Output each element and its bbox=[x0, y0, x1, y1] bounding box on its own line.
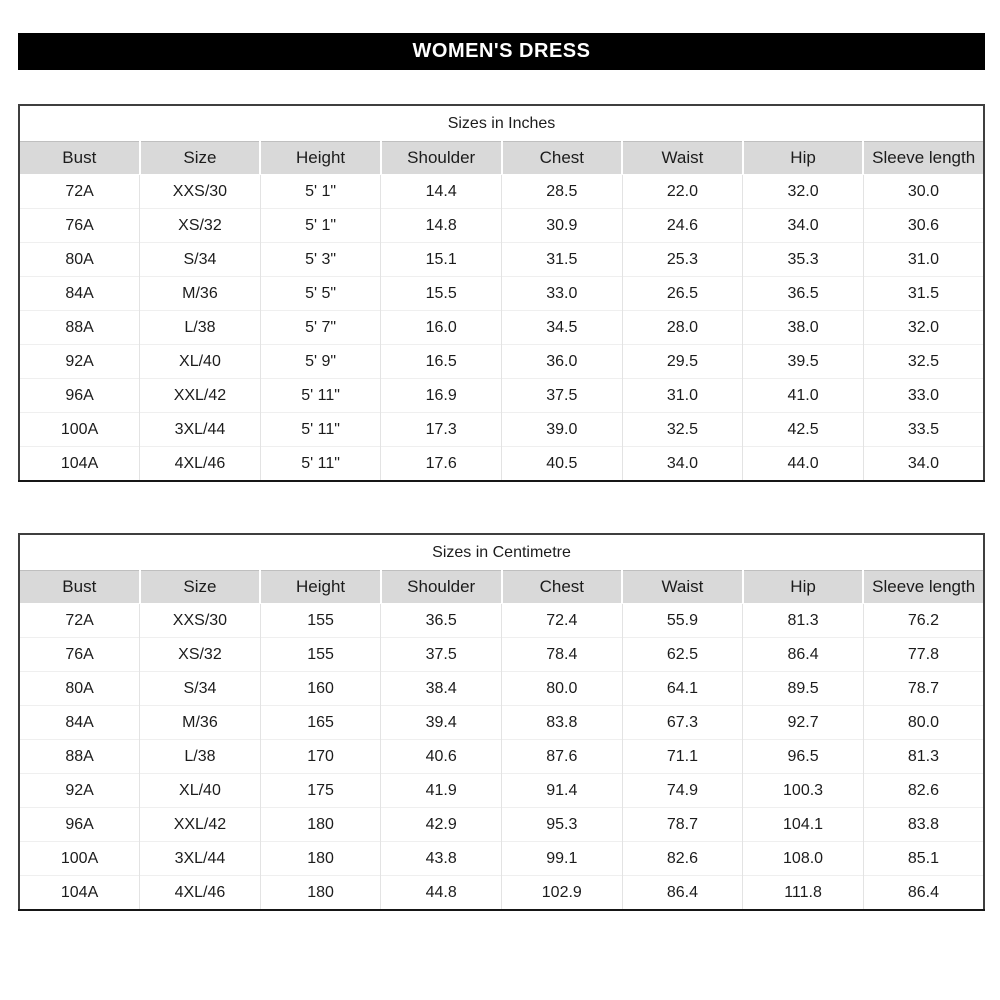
table-cell: 91.4 bbox=[502, 774, 623, 808]
column-header: Chest bbox=[502, 571, 623, 604]
column-header: Bust bbox=[19, 142, 140, 175]
table-cell: 72A bbox=[19, 175, 140, 209]
table-title-row bbox=[19, 534, 984, 571]
table-cell: 80A bbox=[19, 672, 140, 706]
table-cell: 38.0 bbox=[743, 311, 864, 345]
table-cell: 15.1 bbox=[381, 243, 502, 277]
table-cell: 36.5 bbox=[743, 277, 864, 311]
table-cell: 24.6 bbox=[622, 209, 743, 243]
table-cell: S/34 bbox=[140, 243, 261, 277]
inches-table-head bbox=[19, 105, 984, 175]
column-header: Chest bbox=[502, 142, 623, 175]
table-cell: 44.8 bbox=[381, 876, 502, 911]
table-cell: 83.8 bbox=[863, 808, 984, 842]
table-cell: 74.9 bbox=[622, 774, 743, 808]
table-cell: 30.6 bbox=[863, 209, 984, 243]
table-cell: 34.5 bbox=[502, 311, 623, 345]
inches-table-body bbox=[19, 175, 984, 482]
table-row bbox=[19, 638, 984, 672]
table-cell: 180 bbox=[260, 842, 381, 876]
table-cell: 80.0 bbox=[502, 672, 623, 706]
table-cell: 31.0 bbox=[863, 243, 984, 277]
column-header: Bust bbox=[19, 571, 140, 604]
table-cell: 37.5 bbox=[381, 638, 502, 672]
table-cell: 95.3 bbox=[502, 808, 623, 842]
table-cell: 67.3 bbox=[622, 706, 743, 740]
table-cell: 16.5 bbox=[381, 345, 502, 379]
column-header: Height bbox=[260, 142, 381, 175]
table-cell: 165 bbox=[260, 706, 381, 740]
table-cell: 155 bbox=[260, 604, 381, 638]
table-cell: 37.5 bbox=[502, 379, 623, 413]
table-row bbox=[19, 277, 984, 311]
column-header: Sleeve length bbox=[863, 571, 984, 604]
table-cell: 78.7 bbox=[863, 672, 984, 706]
table-cell: 88A bbox=[19, 740, 140, 774]
centimetre-size-table bbox=[18, 533, 985, 911]
table-cell: XXL/42 bbox=[140, 808, 261, 842]
table-cell: 4XL/46 bbox=[140, 447, 261, 482]
table-cell: 88A bbox=[19, 311, 140, 345]
table-cell: S/34 bbox=[140, 672, 261, 706]
table-cell: 5' 7" bbox=[260, 311, 381, 345]
table-cell: 16.0 bbox=[381, 311, 502, 345]
table-cell: 32.0 bbox=[743, 175, 864, 209]
table-cell: 39.5 bbox=[743, 345, 864, 379]
table-cell: 92A bbox=[19, 345, 140, 379]
table-cell: 5' 1" bbox=[260, 209, 381, 243]
table-cell: XL/40 bbox=[140, 345, 261, 379]
table-cell: 86.4 bbox=[622, 876, 743, 911]
table-cell: 81.3 bbox=[743, 604, 864, 638]
table-cell: 104A bbox=[19, 876, 140, 911]
table-cell: XL/40 bbox=[140, 774, 261, 808]
inches-size-table bbox=[18, 104, 985, 482]
table-cell: XS/32 bbox=[140, 209, 261, 243]
table-cell: 155 bbox=[260, 638, 381, 672]
table-cell: 43.8 bbox=[381, 842, 502, 876]
column-header: Shoulder bbox=[381, 142, 502, 175]
table-cell: 84A bbox=[19, 706, 140, 740]
table-cell: 5' 3" bbox=[260, 243, 381, 277]
table-cell: 5' 5" bbox=[260, 277, 381, 311]
column-header: Waist bbox=[622, 142, 743, 175]
table-cell: 31.5 bbox=[863, 277, 984, 311]
table-cell: 160 bbox=[260, 672, 381, 706]
table-cell: 15.5 bbox=[381, 277, 502, 311]
table-cell: 100A bbox=[19, 842, 140, 876]
column-header-row bbox=[19, 142, 984, 175]
table-cell: XS/32 bbox=[140, 638, 261, 672]
table-cell: 36.5 bbox=[381, 604, 502, 638]
table-cell: 99.1 bbox=[502, 842, 623, 876]
table-cell: XXS/30 bbox=[140, 604, 261, 638]
table-cell: 30.0 bbox=[863, 175, 984, 209]
table-cell: 34.0 bbox=[863, 447, 984, 482]
table-cell: 5' 9" bbox=[260, 345, 381, 379]
table-row bbox=[19, 706, 984, 740]
column-header: Height bbox=[260, 571, 381, 604]
table-cell: 22.0 bbox=[622, 175, 743, 209]
table-cell: 100.3 bbox=[743, 774, 864, 808]
table-cell: 96A bbox=[19, 379, 140, 413]
table-row bbox=[19, 243, 984, 277]
column-header: Size bbox=[140, 571, 261, 604]
table-cell: 104A bbox=[19, 447, 140, 482]
table-cell: 82.6 bbox=[622, 842, 743, 876]
table-cell: 76A bbox=[19, 209, 140, 243]
table-cell: 86.4 bbox=[863, 876, 984, 911]
table-cell: 86.4 bbox=[743, 638, 864, 672]
table-row bbox=[19, 345, 984, 379]
table-cell: 5' 11" bbox=[260, 413, 381, 447]
table-cell: 38.4 bbox=[381, 672, 502, 706]
table-cell: 32.0 bbox=[863, 311, 984, 345]
table-cell: 108.0 bbox=[743, 842, 864, 876]
table-cell: 33.0 bbox=[863, 379, 984, 413]
table-cell: 80A bbox=[19, 243, 140, 277]
table-cell: 34.0 bbox=[622, 447, 743, 482]
table-cell: M/36 bbox=[140, 706, 261, 740]
table-cell: 111.8 bbox=[743, 876, 864, 911]
table-cell: 14.8 bbox=[381, 209, 502, 243]
table-cell: 87.6 bbox=[502, 740, 623, 774]
table-cell: L/38 bbox=[140, 311, 261, 345]
table-row bbox=[19, 311, 984, 345]
table-row bbox=[19, 413, 984, 447]
table-cell: M/36 bbox=[140, 277, 261, 311]
table-cell: 28.5 bbox=[502, 175, 623, 209]
table-cell: 5' 11" bbox=[260, 447, 381, 482]
table-cell: 26.5 bbox=[622, 277, 743, 311]
table-cell: 89.5 bbox=[743, 672, 864, 706]
table-title: Sizes in Centimetre bbox=[19, 534, 984, 571]
column-header: Waist bbox=[622, 571, 743, 604]
table-cell: 78.4 bbox=[502, 638, 623, 672]
table-cell: 170 bbox=[260, 740, 381, 774]
table-row bbox=[19, 209, 984, 243]
table-cell: 17.6 bbox=[381, 447, 502, 482]
table-cell: 104.1 bbox=[743, 808, 864, 842]
table-row bbox=[19, 604, 984, 638]
table-cell: 62.5 bbox=[622, 638, 743, 672]
table-cell: 36.0 bbox=[502, 345, 623, 379]
table-title: Sizes in Inches bbox=[19, 105, 984, 142]
table-cell: 71.1 bbox=[622, 740, 743, 774]
table-cell: 34.0 bbox=[743, 209, 864, 243]
column-header: Size bbox=[140, 142, 261, 175]
table-cell: 17.3 bbox=[381, 413, 502, 447]
table-cell: XXS/30 bbox=[140, 175, 261, 209]
table-cell: 33.0 bbox=[502, 277, 623, 311]
table-cell: 25.3 bbox=[622, 243, 743, 277]
table-cell: 72.4 bbox=[502, 604, 623, 638]
table-cell: 44.0 bbox=[743, 447, 864, 482]
table-cell: 41.9 bbox=[381, 774, 502, 808]
column-header: Hip bbox=[743, 571, 864, 604]
table-cell: 92.7 bbox=[743, 706, 864, 740]
table-cell: L/38 bbox=[140, 740, 261, 774]
table-cell: 100A bbox=[19, 413, 140, 447]
table-row bbox=[19, 379, 984, 413]
table-cell: 4XL/46 bbox=[140, 876, 261, 911]
column-header: Shoulder bbox=[381, 571, 502, 604]
table-cell: 102.9 bbox=[502, 876, 623, 911]
table-row bbox=[19, 808, 984, 842]
table-cell: 3XL/44 bbox=[140, 842, 261, 876]
table-cell: 80.0 bbox=[863, 706, 984, 740]
table-cell: 5' 11" bbox=[260, 379, 381, 413]
cm-table-head bbox=[19, 534, 984, 604]
table-cell: 14.4 bbox=[381, 175, 502, 209]
table-cell: 76A bbox=[19, 638, 140, 672]
table-cell: 32.5 bbox=[622, 413, 743, 447]
table-cell: 85.1 bbox=[863, 842, 984, 876]
table-cell: 41.0 bbox=[743, 379, 864, 413]
table-cell: 31.5 bbox=[502, 243, 623, 277]
table-cell: 180 bbox=[260, 876, 381, 911]
table-cell: 64.1 bbox=[622, 672, 743, 706]
table-cell: 33.5 bbox=[863, 413, 984, 447]
table-row bbox=[19, 175, 984, 209]
table-cell: 96A bbox=[19, 808, 140, 842]
column-header: Sleeve length bbox=[863, 142, 984, 175]
column-header: Hip bbox=[743, 142, 864, 175]
table-cell: 180 bbox=[260, 808, 381, 842]
table-cell: 40.5 bbox=[502, 447, 623, 482]
table-cell: 77.8 bbox=[863, 638, 984, 672]
table-cell: 92A bbox=[19, 774, 140, 808]
table-cell: XXL/42 bbox=[140, 379, 261, 413]
table-cell: 96.5 bbox=[743, 740, 864, 774]
table-cell: 76.2 bbox=[863, 604, 984, 638]
table-cell: 175 bbox=[260, 774, 381, 808]
table-cell: 28.0 bbox=[622, 311, 743, 345]
table-row bbox=[19, 842, 984, 876]
table-cell: 31.0 bbox=[622, 379, 743, 413]
table-title-row bbox=[19, 105, 984, 142]
table-cell: 78.7 bbox=[622, 808, 743, 842]
table-cell: 84A bbox=[19, 277, 140, 311]
banner bbox=[18, 33, 985, 70]
table-cell: 72A bbox=[19, 604, 140, 638]
column-header-row bbox=[19, 571, 984, 604]
table-row bbox=[19, 774, 984, 808]
table-cell: 81.3 bbox=[863, 740, 984, 774]
table-row bbox=[19, 447, 984, 482]
table-cell: 16.9 bbox=[381, 379, 502, 413]
table-cell: 82.6 bbox=[863, 774, 984, 808]
table-cell: 39.0 bbox=[502, 413, 623, 447]
table-cell: 30.9 bbox=[502, 209, 623, 243]
table-row bbox=[19, 740, 984, 774]
table-cell: 83.8 bbox=[502, 706, 623, 740]
table-cell: 40.6 bbox=[381, 740, 502, 774]
table-cell: 42.5 bbox=[743, 413, 864, 447]
table-cell: 5' 1" bbox=[260, 175, 381, 209]
table-cell: 55.9 bbox=[622, 604, 743, 638]
table-row bbox=[19, 672, 984, 706]
table-cell: 29.5 bbox=[622, 345, 743, 379]
banner-title: WOMEN'S DRESS bbox=[412, 40, 591, 62]
table-row bbox=[19, 876, 984, 911]
table-cell: 32.5 bbox=[863, 345, 984, 379]
table-cell: 39.4 bbox=[381, 706, 502, 740]
table-cell: 3XL/44 bbox=[140, 413, 261, 447]
table-cell: 35.3 bbox=[743, 243, 864, 277]
table-cell: 42.9 bbox=[381, 808, 502, 842]
cm-table-body bbox=[19, 604, 984, 911]
